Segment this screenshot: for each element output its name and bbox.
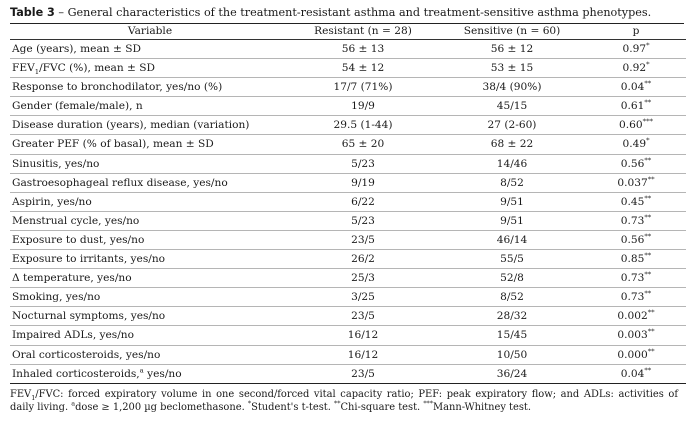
table-row	[10, 135, 686, 154]
cell-sensitive: 36/24	[496, 367, 528, 380]
cell-sensitive: 53 ± 15	[490, 62, 534, 75]
cell-resistant: 56 ± 13	[341, 43, 385, 55]
cell-sensitive: 27 (2-60)	[487, 119, 537, 132]
table-row	[10, 40, 686, 59]
table-row	[10, 192, 686, 211]
cell-p-value: 0.49*	[622, 136, 650, 151]
cell-resistant: 54 ± 12	[341, 62, 385, 75]
cell-variable: Age (years), mean ± SD	[12, 43, 141, 55]
cell-variable: Smoking, yes/no	[12, 291, 101, 304]
cell-sensitive: 38/4 (90%)	[482, 81, 542, 94]
cell-p-value: 0.000**	[617, 346, 655, 361]
header-p: p	[586, 24, 686, 40]
cell-sensitive: 9/51	[500, 214, 524, 227]
cell-variable: Response to bronchodilator, yes/no (%)	[12, 81, 223, 94]
cell-variable: Δ temperature, yes/no	[12, 272, 132, 285]
cell-p-value: 0.73**	[620, 213, 652, 227]
table-row	[10, 269, 686, 288]
cell-resistant: 5/23	[351, 214, 375, 227]
cell-sensitive: 45/15	[496, 100, 528, 113]
table-row	[10, 307, 686, 326]
table-row	[10, 97, 686, 116]
cell-variable: Exposure to dust, yes/no	[12, 233, 145, 246]
cell-resistant: 9/19	[351, 176, 375, 189]
table-title: – General characteristics of the treatment-resistant asthma and treatment-sensitive asthma phenotypes.	[54, 6, 652, 19]
cell-resistant: 16/12	[347, 348, 379, 361]
cell-sensitive: 46/14	[496, 233, 528, 246]
cell-sensitive: 10/50	[496, 348, 528, 361]
table-row	[10, 288, 686, 307]
cell-p-value: 0.45**	[620, 194, 652, 208]
header-variable: Variable	[10, 24, 288, 40]
cell-p-value: 0.60***	[619, 117, 653, 132]
table-row	[10, 173, 686, 192]
cell-p-value: 0.037**	[617, 175, 655, 189]
cell-resistant: 5/23	[351, 157, 375, 170]
cell-variable: Oral corticosteroids, yes/no	[12, 348, 161, 361]
table-footnote: $FEV_1$/FVC: forced expiratory volume in one second/forced vital capacity ratio; PEF: peak expiratory flow; and ADLs: activities of daily living. $^a$dose ≥ 1,200 µg beclomethasone. *Student's t-test. **Chi-square test. ***Mann-Whitney test.	[10, 388, 678, 414]
cell-p-value: 0.04**	[620, 79, 652, 94]
header-sensitive: Sensitive (n = 60)	[438, 24, 586, 40]
cell-p-value: 0.61**	[620, 98, 652, 113]
table-row	[10, 59, 686, 78]
cell-resistant: 3/25	[351, 291, 375, 304]
cell-variable: Nocturnal symptoms, yes/no	[12, 310, 166, 323]
cell-resistant: 29.5 (1-44)	[333, 119, 393, 132]
cell-p-value: 0.04**	[620, 366, 652, 380]
cell-p-value: 0.97*	[622, 41, 650, 55]
cell-sensitive: 9/51	[500, 195, 524, 208]
cell-p-value: 0.003**	[617, 327, 655, 342]
cell-variable: Menstrual cycle, yes/no	[12, 214, 140, 227]
cell-resistant: 65 ± 20	[341, 138, 385, 151]
cell-sensitive: 52/8	[500, 272, 524, 285]
cell-resistant: 19/9	[351, 100, 375, 113]
cell-p-value: 0.73**	[620, 289, 652, 304]
cell-variable: Gastroesophageal reflux disease, yes/no	[12, 176, 228, 189]
table-row	[10, 116, 686, 135]
table-row	[10, 345, 686, 364]
cell-sensitive: 55/5	[500, 253, 524, 266]
cell-resistant: 23/5	[351, 310, 375, 323]
cell-sensitive: 8/52	[500, 176, 524, 189]
cell-sensitive: 56 ± 12	[490, 43, 534, 55]
table-row	[10, 211, 686, 230]
cell-variable: Exposure to irritants, yes/no	[12, 253, 166, 266]
cell-variable: Disease duration (years), median (variation)	[12, 119, 250, 132]
cell-variable: $FEV_1$/FVC (%), mean ± SD	[12, 62, 156, 77]
table-label: Table 3	[10, 6, 55, 19]
cell-sensitive: 28/32	[496, 310, 528, 323]
cell-p-value: 0.85**	[620, 251, 652, 266]
cell-resistant: 6/22	[351, 195, 375, 208]
header-resistant: Resistant (n = 28)	[288, 24, 438, 40]
table-row	[10, 78, 686, 97]
table-row	[10, 230, 686, 249]
cell-resistant: 16/12	[347, 329, 379, 342]
cell-variable: Greater PEF (% of basal), mean ± SD	[12, 138, 214, 151]
cell-variable: Aspirin, yes/no	[12, 195, 92, 208]
table-body	[10, 40, 686, 384]
cell-sensitive: 15/45	[496, 329, 528, 342]
table-row	[10, 154, 686, 173]
cell-variable: Inhaled corticosteroids,$^a$ yes/no	[12, 366, 182, 380]
table-row	[10, 250, 686, 269]
table-row	[10, 364, 686, 383]
cell-resistant: 26/2	[351, 253, 375, 266]
header-row	[10, 24, 686, 40]
cell-p-value: 0.56**	[620, 232, 652, 246]
table-caption	[10, 6, 684, 20]
cell-p-value: 0.73**	[620, 270, 652, 285]
cell-resistant: 23/5	[351, 233, 375, 246]
cell-p-value: 0.92*	[622, 60, 650, 75]
table-row	[10, 326, 686, 345]
cell-sensitive: 14/46	[496, 157, 528, 170]
cell-sensitive: 8/52	[500, 291, 524, 304]
cell-sensitive: 68 ± 22	[490, 138, 534, 151]
cell-p-value: 0.56**	[620, 156, 652, 170]
cell-variable: Gender (female/male), n	[12, 100, 143, 113]
cell-p-value: 0.002**	[617, 308, 655, 323]
cell-resistant: 25/3	[351, 272, 375, 285]
cell-resistant: 23/5	[351, 367, 375, 380]
cell-variable: Sinusitis, yes/no	[12, 157, 100, 170]
cell-resistant: 17/7 (71%)	[333, 81, 393, 94]
cell-variable: Impaired ADLs, yes/no	[12, 329, 135, 342]
characteristics-table	[10, 24, 686, 384]
